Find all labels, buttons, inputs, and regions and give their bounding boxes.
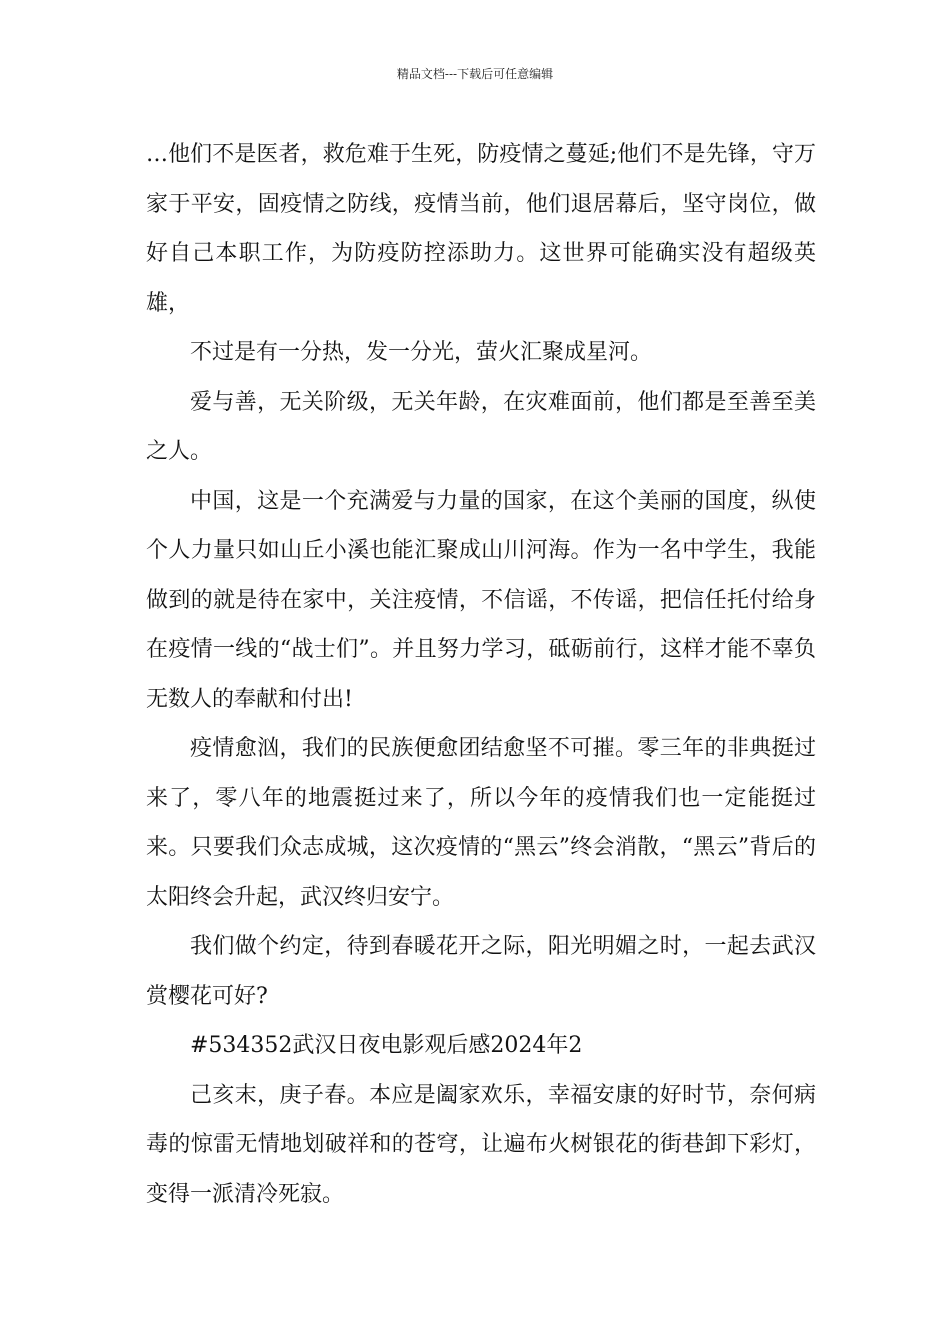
paragraph-7: 己亥末，庚子春。本应是阖家欢乐，幸福安康的好时节，奈何病毒的惊雷无情地划破祥和的苍穹，让遍布火树银花的街巷卸下彩灯，变得一派清冷死寂。 — [146, 1082, 816, 1207]
paragraph-2: 不过是有一分热，发一分光，萤火汇聚成星河。 — [190, 340, 653, 365]
page-header: 精品文档---下载后可任意编辑 — [396, 67, 554, 81]
paragraph-3: 爱与善，无关阶级，无关年龄，在灾难面前，他们都是至善至美之人。 — [146, 389, 816, 464]
paragraph-6: 我们做个约定，待到春暖花开之际，阳光明媚之时，一起去武汉赏樱花可好? — [146, 934, 816, 1009]
paragraph-1: …他们不是医者，救危难于生死，防疫情之蔓延;他们不是先锋，守万家于平安，固疫情之防线，疫情当前，他们退居幕后，坚守岗位，做好自己本职工作，为防疫防控添助力。这世界可能确实没有超级英雄， — [146, 142, 816, 316]
section-heading: #534352武汉日夜电影观后感2024年2 — [190, 1033, 583, 1058]
paragraph-4: 中国，这是一个充满爱与力量的国家，在这个美丽的国度，纵使个人力量只如山丘小溪也能汇聚成山川河海。作为一名中学生，我能做到的就是待在家中，关注疫情，不信谣，不传谣，把信任托付给身在疫情一线的“战士们”。并且努力学习，砥砺前行，这样才能不辜负无数人的奉献和付出! — [146, 488, 816, 712]
paragraph-5: 疫情愈汹，我们的民族便愈团结愈坚不可摧。零三年的非典挺过来了，零八年的地震挺过来了，所以今年的疫情我们也一定能挺过来。只要我们众志成城，这次疫情的“黑云”终会消散，“黑云”背后的太阳终会升起，武汉终归安宁。 — [146, 736, 816, 910]
document-body — [146, 130, 816, 1219]
